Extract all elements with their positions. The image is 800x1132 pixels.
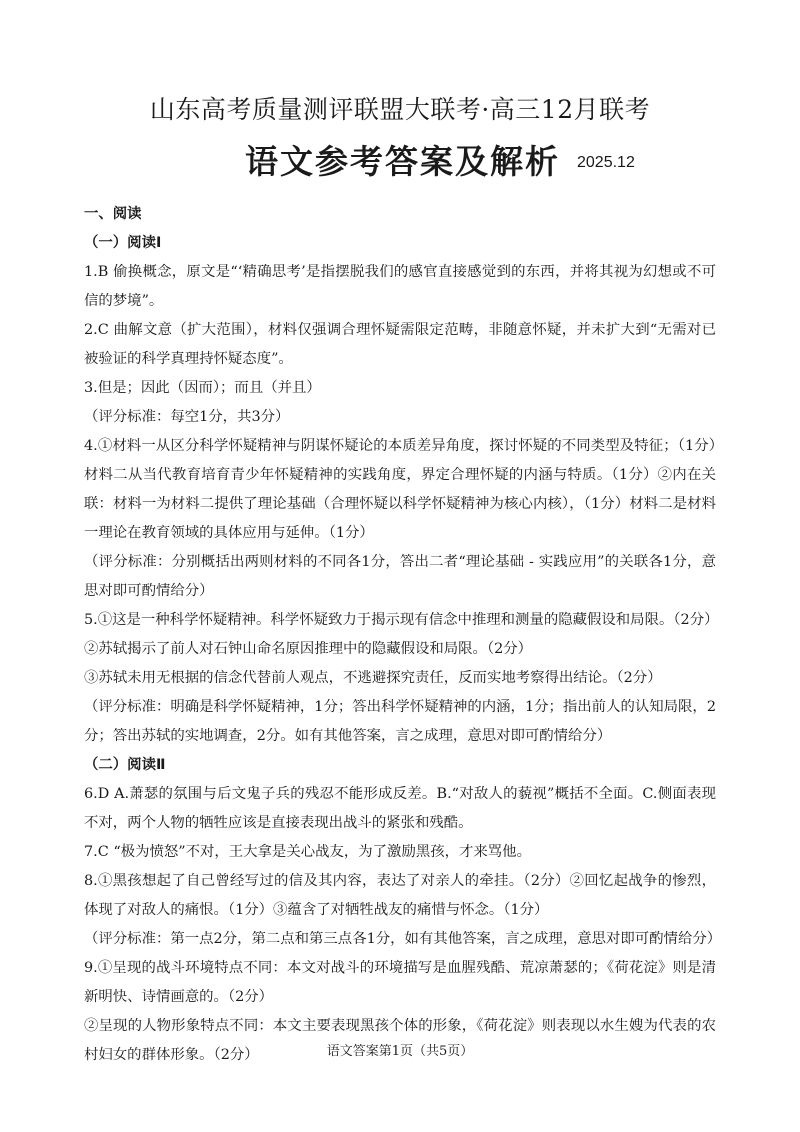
answer-q7: 7.C “极为愤怒”不对，王大拿是关心战友，为了激励黑孩，才来骂他。 bbox=[84, 844, 531, 860]
answer-q3: 3.但是；因此（因而）；而且（并且） bbox=[84, 380, 321, 396]
answer-q9-point1: 9.①呈现的战斗环境特点不同：本文对战斗的环境描写是血腥残酷、荒凉萧瑟的；《荷花淀》则是清新明快、诗情画意的。（2分） bbox=[84, 960, 716, 1005]
scoring-note-q4: （评分标准：分别概括出两则材料的不同各1分，答出二者“理论基础 - 实践应用”的关联各1分，意思对即可酌情给分） bbox=[84, 554, 716, 599]
answer-q5-point1: 5.①这是一种科学怀疑精神。科学怀疑致力于揭示现有信念中推理和测量的隐藏假设和局限。（2分） bbox=[84, 612, 719, 628]
title-row bbox=[0, 140, 800, 184]
answer-q4: 4.①材料一从区分科学怀疑精神与阴谋怀疑论的本质差异角度，探讨怀疑的不同类型及特征；（1分）材料二从当代教育培育青少年怀疑精神的实践角度，界定合理怀疑的内涵与特质。（1分）②内在关联：材料一为材料二提供了理论基础（合理怀疑以科学怀疑精神为核心内核），（1分）材料二是材料一理论在教育领域的具体应用与延伸。（1分） bbox=[84, 438, 716, 541]
scoring-note-q8: （评分标准：第一点2分，第二点和第三点各1分，如有其他答案，言之成理，意思对即可酌情给分） bbox=[84, 931, 722, 947]
page-footer: 语文答案第1页（共5页） bbox=[326, 1044, 474, 1059]
section-heading-reading: 一、阅读 bbox=[84, 206, 142, 222]
exam-subtitle: 山东高考质量测评联盟大联考·高三12月联考 bbox=[149, 95, 651, 124]
scoring-note-q3: （评分标准：每空1分，共3分） bbox=[84, 409, 290, 425]
part-heading-reading-2: （二）阅读Ⅱ bbox=[84, 757, 166, 773]
page-title: 语文参考答案及解析 bbox=[245, 142, 560, 181]
answer-q6: 6.D A.萧瑟的氛围与后文鬼子兵的残忍不能形成反差。B.“对敌人的藐视”概括不全面。C.侧面表现不对，两个人物的牺牲应该是直接表现出战斗的紧张和残酷。 bbox=[84, 786, 716, 831]
exam-date: 2025.12 bbox=[577, 154, 635, 171]
answer-body bbox=[84, 200, 722, 1070]
part-heading-reading-1: （一）阅读Ⅰ bbox=[84, 235, 162, 251]
answer-q5-point3: ③苏轼未用无根据的信念代替前人观点，不逃避探究责任，反而实地考察得出结论。（2分） bbox=[84, 670, 662, 686]
scoring-note-q5: （评分标准：明确是科学怀疑精神，1分；答出科学怀疑精神的内涵，1分；指出前人的认知局限，2分；答出苏轼的实地调查，2分。如有其他答案，言之成理，意思对即可酌情给分） bbox=[84, 699, 716, 744]
answer-q9-point2: ②呈现的人物形象特点不同：本文主要表现黑孩个体的形象，《荷花淀》则表现以水生嫂为代表的农村妇女的群体形象。（2分） bbox=[84, 1018, 716, 1063]
answer-q1: 1.B 偷换概念，原文是“‘精确思考’是指摆脱我们的感官直接感觉到的东西，并将其视为幻想或不可信的梦境”。 bbox=[84, 264, 716, 309]
answer-q2: 2.C 曲解文意（扩大范围），材料仅强调合理怀疑需限定范畴，非随意怀疑，并未扩大到“无需对已被验证的科学真理持怀疑态度”。 bbox=[84, 322, 716, 367]
answer-q8: 8.①黑孩想起了自己曾经写过的信及其内容，表达了对亲人的牵挂。（2分）②回忆起战争的惨烈，体现了对敌人的痛恨。（1分）③蕴含了对牺牲战友的痛惜与怀念。（1分） bbox=[84, 873, 716, 918]
answer-q5-point2: ②苏轼揭示了前人对石钟山命名原因推理中的隐藏假设和局限。（2分） bbox=[84, 641, 533, 657]
